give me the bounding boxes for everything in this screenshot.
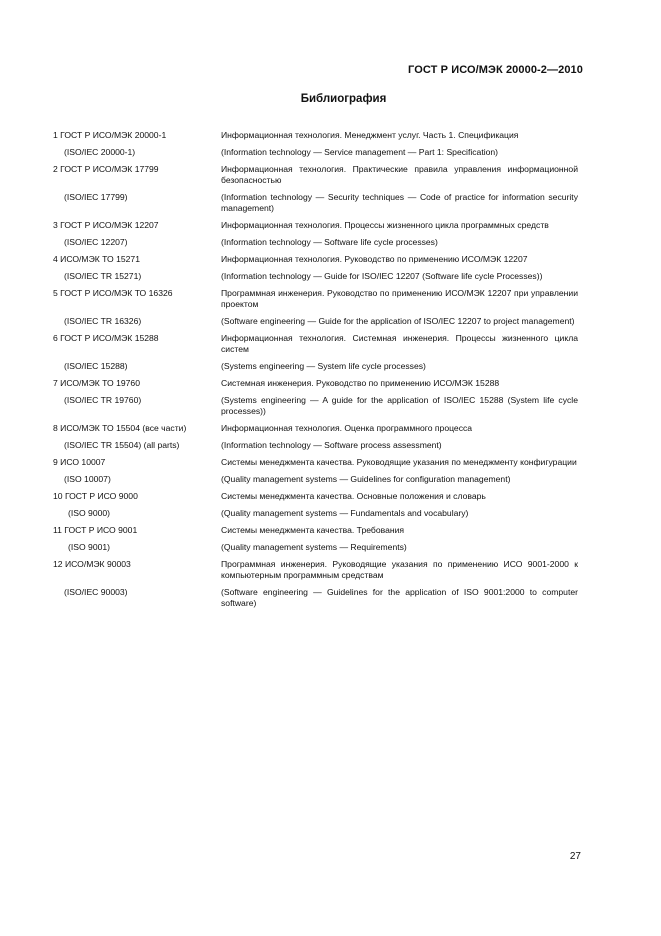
entry-reference: 8 ИСО/МЭК ТО 15504 (все части) <box>53 423 187 433</box>
entry-reference: 4 ИСО/МЭК ТО 15271 <box>53 254 140 264</box>
entry-title: Системная инженерия. Руководство по применению ИСО/МЭК 15288 <box>221 378 500 388</box>
entry-title: Информационная технология. Системная инженерия. Процессы жизненного цикла систем <box>221 333 578 354</box>
bibliography-entry <box>53 164 578 186</box>
entry-reference: (ISO/IEC TR 15271) <box>64 271 142 281</box>
bibliography-entry <box>53 491 578 502</box>
bibliography-entry <box>53 474 578 485</box>
bibliography-entry <box>53 130 578 141</box>
entry-title: (Software engineering — Guidelines for the application of ISO 9001:2000 to computer software) <box>221 587 578 608</box>
entry-title: Информационная технология. Оценка программного процесса <box>221 423 473 433</box>
entry-title: Программная инженерия. Руководящие указания по применению ИСО 9001-2000 к компьютерным программным средствам <box>221 559 578 580</box>
bibliography-entry <box>53 237 578 248</box>
page-number: 27 <box>569 851 581 862</box>
entry-title: Системы менеджмента качества. Руководящие указания по менеджменту конфигурации <box>221 457 577 467</box>
entry-title: (Information technology — Service management — Part 1: Specification) <box>221 147 499 157</box>
entry-title: (Information technology — Software life cycle processes) <box>221 237 438 247</box>
bibliography-entry <box>53 525 578 536</box>
entry-title: (Information technology — Software process assessment) <box>221 440 442 450</box>
entry-reference: (ISO 10007) <box>64 474 111 484</box>
entry-reference: (ISO 9001) <box>68 542 111 552</box>
bibliography-entry <box>53 271 578 282</box>
entry-title: Программная инженерия. Руководство по применению ИСО/МЭК 12207 при управлении проектом <box>221 288 578 309</box>
bibliography-entry <box>53 254 578 265</box>
bibliography-entry <box>53 395 578 417</box>
entry-title: Информационная технология. Практические правила управления информационной безопасностью <box>221 164 578 185</box>
bibliography-entry <box>53 220 578 231</box>
bibliography-entry <box>53 361 578 372</box>
bibliography-list <box>53 130 578 609</box>
entry-title: Системы менеджмента качества. Основные положения и словарь <box>221 491 486 501</box>
entry-reference: (ISO 9000) <box>68 508 111 518</box>
entry-reference: 10 ГОСТ Р ИСО 9000 <box>53 491 138 501</box>
entry-title: Информационная технология. Руководство по применению ИСО/МЭК 12207 <box>221 254 528 264</box>
entry-reference: (ISO/IEC TR 19760) <box>64 395 142 405</box>
bibliography-entry <box>53 192 578 214</box>
entry-title: (Software engineering — Guide for the application of ISO/IEC 12207 to project management) <box>221 316 575 326</box>
entry-reference: 12 ИСО/МЭК 90003 <box>53 559 131 569</box>
entry-reference: 3 ГОСТ Р ИСО/МЭК 12207 <box>53 220 159 230</box>
entry-title: Системы менеджмента качества. Требования <box>221 525 405 535</box>
entry-reference: (ISO/IEC TR 16326) <box>64 316 142 326</box>
entry-reference: (ISO/IEC 90003) <box>64 587 128 597</box>
entry-title: (Information technology — Guide for ISO/IEC 12207 (Software life cycle Processes)) <box>221 271 543 281</box>
bibliography-entry <box>53 423 578 434</box>
entry-reference: (ISO/IEC 17799) <box>64 192 128 202</box>
entry-title: Информационная технология. Менеджмент услуг. Часть 1. Спецификация <box>221 130 519 140</box>
bibliography-entry <box>53 288 578 310</box>
bibliography-entry <box>53 457 578 468</box>
bibliography-entry <box>53 440 578 451</box>
bibliography-entry <box>53 508 578 519</box>
entry-title: (Systems engineering — System life cycle processes) <box>221 361 426 371</box>
bibliography-entry <box>53 333 578 355</box>
entry-reference: (ISO/IEC 15288) <box>64 361 128 371</box>
entry-reference: 6 ГОСТ Р ИСО/МЭК 15288 <box>53 333 159 343</box>
entry-reference: 5 ГОСТ Р ИСО/МЭК ТО 16326 <box>53 288 173 298</box>
entry-reference: 7 ИСО/МЭК ТО 19760 <box>53 378 140 388</box>
entry-title: (Quality management systems — Requirements) <box>221 542 407 552</box>
bibliography-entry <box>53 542 578 553</box>
entry-title: (Quality management systems — Guidelines for configuration management) <box>221 474 511 484</box>
page-title: Библиография <box>300 93 387 105</box>
bibliography-entry <box>53 559 578 581</box>
entry-reference: 1 ГОСТ Р ИСО/МЭК 20000-1 <box>53 130 167 140</box>
entry-reference: (ISO/IEC 20000-1) <box>64 147 136 157</box>
bibliography-entry <box>53 378 578 389</box>
entry-reference: 11 ГОСТ Р ИСО 9001 <box>53 525 138 535</box>
bibliography-entry <box>53 316 578 327</box>
bibliography-entry <box>53 587 578 609</box>
entry-reference: (ISO/IEC 12207) <box>64 237 128 247</box>
entry-reference: 2 ГОСТ Р ИСО/МЭК 17799 <box>53 164 159 174</box>
entry-title: (Quality management systems — Fundamentals and vocabulary) <box>221 508 469 518</box>
bibliography-entry <box>53 147 578 158</box>
entry-reference: 9 ИСО 10007 <box>53 457 106 467</box>
entry-reference: (ISO/IEC TR 15504) (all parts) <box>64 440 180 450</box>
entry-title: (Information technology — Security techniques — Code of practice for information security management) <box>221 192 578 213</box>
document-header: ГОСТ Р ИСО/МЭК 20000-2—2010 <box>408 64 583 76</box>
entry-title: Информационная технология. Процессы жизненного цикла программных средств <box>221 220 549 230</box>
entry-title: (Systems engineering — A guide for the application of ISO/IEC 15288 (System life cycle processes)) <box>221 395 578 416</box>
